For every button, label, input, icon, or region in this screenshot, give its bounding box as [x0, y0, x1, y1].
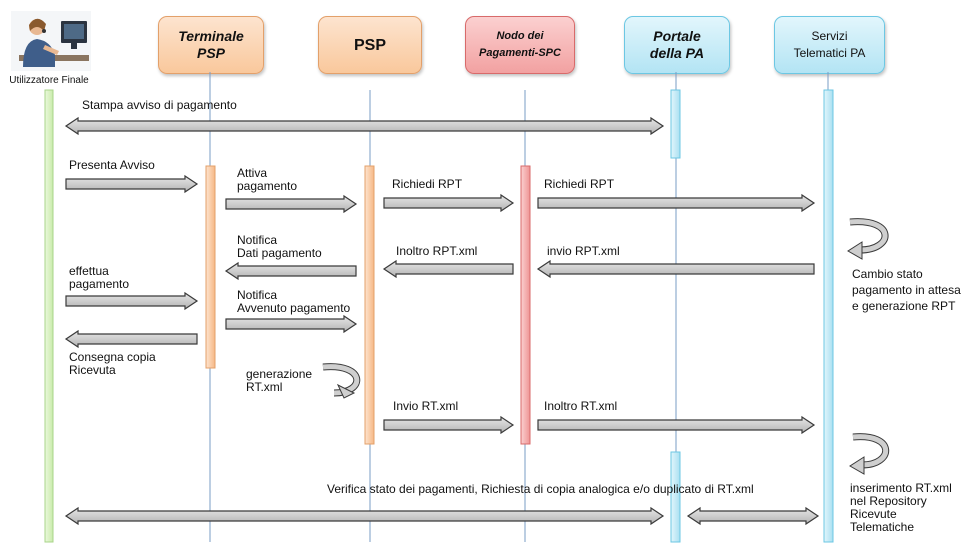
note-line: inserimento RT.xml [850, 481, 952, 495]
self-loop-arrow-inserimento [850, 437, 886, 474]
msg-line: Notifica [237, 233, 278, 247]
arrow-richiedi-rpt-psp [384, 195, 513, 211]
msg-consegna-ricevuta [69, 351, 156, 377]
arrow-attiva-pagamento [226, 196, 356, 212]
arrow-verifica-left [66, 508, 663, 524]
msg-verifica-stato: Verifica stato dei pagamenti, Richiesta di copia analogica e/o duplicato di RT.xml [327, 482, 754, 496]
msg-effettua-pagamento [69, 265, 129, 291]
lane-title: Servizi [811, 29, 848, 43]
lane-subtitle: Telematici PA [793, 46, 866, 60]
arrow-inoltro-rpt [384, 261, 513, 277]
lane-subtitle: della PA [649, 45, 705, 61]
activation-terminale [206, 166, 215, 368]
msg-line: Notifica [237, 288, 278, 302]
note-inserimento-rt [850, 482, 952, 534]
arrow-notifica-avvenuto [226, 316, 356, 332]
msg-richiedi-rpt-psp: Richiedi RPT [392, 177, 463, 191]
msg-generazione-rt [246, 368, 312, 394]
arrow-verifica-right [688, 508, 818, 524]
msg-attiva-pagamento [237, 167, 297, 193]
note-line: pagamento in attesa [852, 283, 961, 297]
arrow-consegna-ricevuta [66, 331, 197, 347]
activation-user [45, 90, 53, 542]
msg-inoltro-rpt: Inoltro RPT.xml [396, 244, 478, 258]
note-cambio-stato [852, 266, 961, 314]
lane-title: Nodo dei [496, 30, 544, 42]
arrow-richiedi-rpt-nodo [538, 195, 814, 211]
msg-line: pagamento [237, 179, 298, 193]
msg-line: pagamento [69, 277, 130, 291]
msg-notifica-dati [237, 234, 322, 260]
lane-subtitle: PSP [196, 45, 225, 61]
lane-title: Terminale [178, 28, 244, 44]
self-loop-arrow-generazione [323, 367, 357, 398]
note-line: Ricevute [850, 507, 897, 521]
arrow-stampa-avviso [66, 118, 663, 134]
msg-notifica-avvenuto [237, 289, 350, 315]
msg-invio-rpt: invio RPT.xml [547, 244, 620, 258]
note-line: nel Repository [850, 494, 927, 508]
msg-line: RT.xml [246, 380, 283, 394]
msg-line: generazione [246, 367, 313, 381]
activation-portale-1 [671, 90, 680, 158]
msg-line: Ricevuta [69, 363, 116, 377]
msg-line: Attiva [237, 166, 268, 180]
arrow-effettua-pagamento [66, 293, 197, 309]
arrow-notifica-dati [226, 263, 356, 279]
msg-line: effettua [69, 264, 109, 278]
actor-label: Utilizzatore Finale [9, 75, 89, 86]
note-line: e generazione RPT [852, 299, 956, 313]
arrow-invio-rpt [538, 261, 814, 277]
lane-title: Portale [653, 28, 701, 44]
arrow-invio-rt [384, 417, 513, 433]
msg-presenta-avviso: Presenta Avviso [69, 158, 155, 172]
self-loop-arrow-cambio [848, 222, 885, 259]
msg-stampa-avviso: Stampa avviso di pagamento [82, 98, 237, 112]
lane-subtitle: Pagamenti-SPC [479, 47, 561, 59]
lane-title: PSP [353, 36, 386, 54]
msg-inoltro-rt: Inoltro RT.xml [544, 399, 618, 413]
note-line: Telematiche [850, 520, 915, 534]
msg-line: Dati pagamento [237, 246, 322, 260]
activation-psp [365, 166, 374, 444]
note-line: Cambio stato [852, 267, 923, 281]
msg-line: Avvenuto pagamento [237, 301, 351, 315]
arrow-presenta-avviso [66, 176, 197, 192]
activation-portale-2 [671, 452, 680, 542]
activation-nodo [521, 166, 530, 444]
activation-servizi [824, 90, 833, 542]
msg-richiedi-rpt-nodo: Richiedi RPT [544, 177, 615, 191]
arrow-inoltro-rt [538, 417, 814, 433]
msg-invio-rt: Invio RT.xml [393, 399, 459, 413]
msg-line: Consegna copia [69, 350, 156, 364]
